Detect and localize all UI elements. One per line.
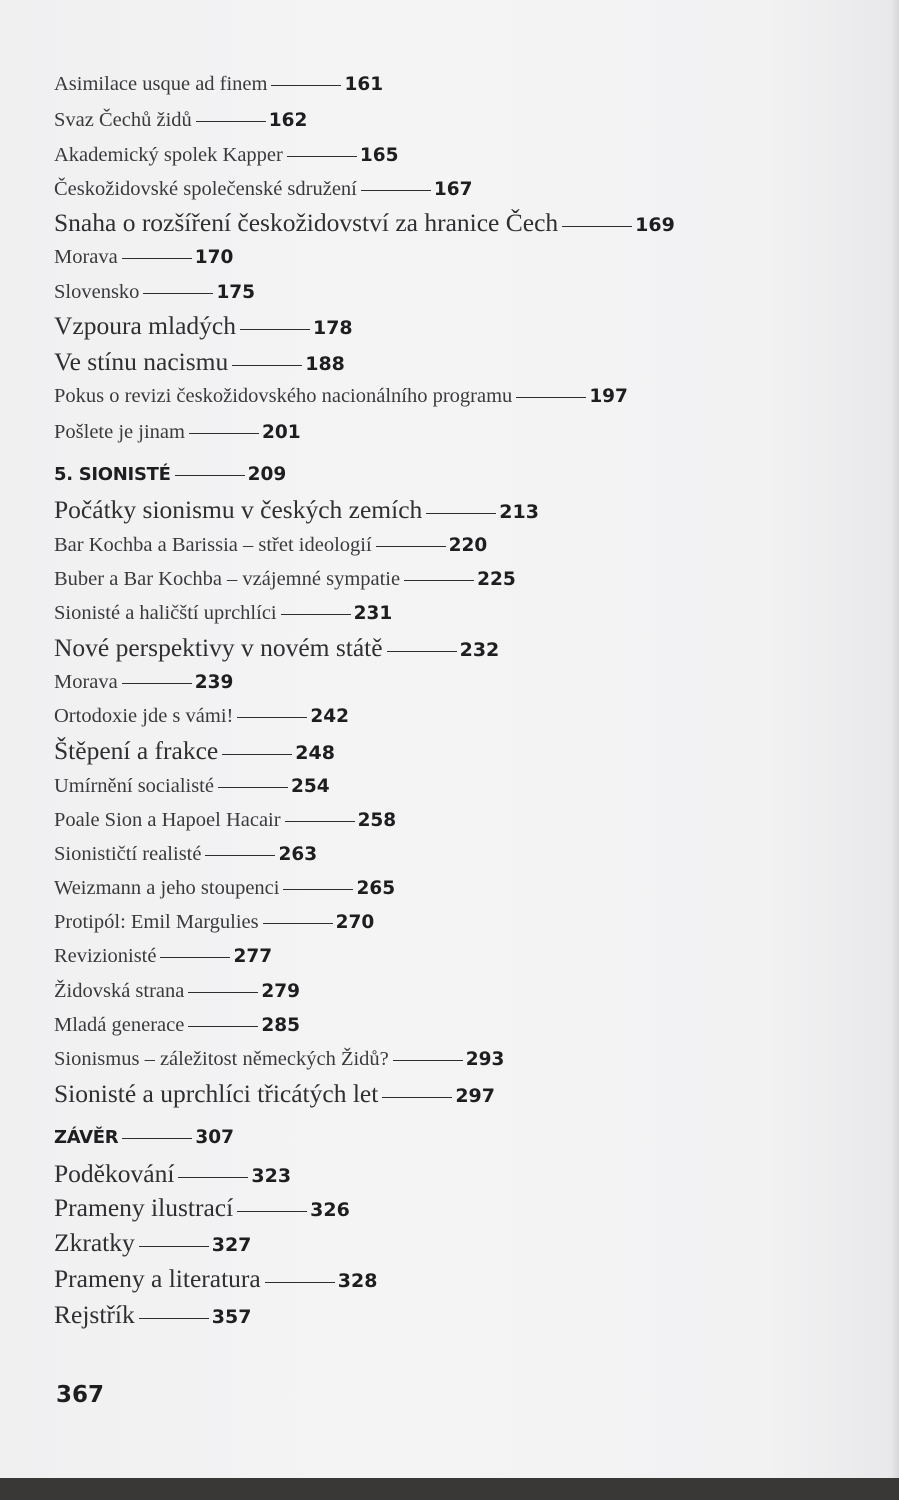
- toc-entry: [54, 843, 317, 866]
- toc-entry-title: Morava: [54, 671, 118, 693]
- toc-entry-title: 5. SIONISTÉ: [54, 464, 171, 485]
- toc-entry: [54, 568, 516, 591]
- toc-entry: [54, 602, 392, 625]
- toc-entry-page: 357: [211, 1306, 252, 1328]
- toc-entry-title: Mladá generace: [54, 1014, 185, 1036]
- toc-leader-line: [218, 787, 288, 788]
- toc-leader-line: [361, 190, 431, 191]
- toc-entry: [54, 775, 330, 798]
- toc-entry-page: 178: [312, 317, 353, 339]
- toc-leader-line: [387, 651, 457, 652]
- toc-entry-title: Svaz Čechů židů: [54, 109, 192, 131]
- toc-leader-line: [175, 475, 245, 476]
- toc-leader-line: [376, 546, 446, 547]
- toc-leader-line: [426, 513, 496, 514]
- toc-entry-page: 258: [357, 810, 397, 831]
- toc-leader-line: [178, 1177, 248, 1178]
- toc-leader-line: [287, 156, 357, 157]
- toc-entry-page: 254: [290, 776, 330, 797]
- toc-entry-title: Ortodoxie jde s vámi!: [54, 705, 234, 727]
- toc-entry: [54, 178, 473, 201]
- toc-leader-line: [160, 957, 230, 958]
- toc-entry: [54, 421, 301, 444]
- toc-entry: [54, 633, 499, 663]
- toc-entry-page: 162: [268, 110, 308, 131]
- toc-entry-page: 277: [233, 946, 273, 967]
- toc-entry-title: Weizmann a jeho stoupenci: [54, 877, 280, 899]
- toc-entry: [54, 73, 383, 96]
- toc-entry-title: Vzpoura mladých: [54, 311, 236, 340]
- toc-entry-title: Pošlete je jinam: [54, 421, 185, 443]
- toc-entry-title: Sionisté a uprchlíci třicátých let: [54, 1079, 379, 1108]
- toc-entry: [54, 1193, 350, 1223]
- toc-entry-page: 326: [310, 1199, 350, 1221]
- toc-entry-title: ZÁVĚR: [54, 1127, 119, 1148]
- toc-entry: [54, 671, 233, 694]
- toc-leader-line: [562, 226, 632, 227]
- toc-entry-title: Morava: [54, 246, 118, 268]
- toc-entry-title: Nové perspektivy v novém státě: [54, 633, 383, 662]
- toc-entry-page: 265: [356, 878, 396, 899]
- toc-entry: [54, 705, 349, 728]
- toc-entry: [54, 911, 374, 934]
- toc-leader-line: [139, 1318, 209, 1319]
- toc-entry-page: 170: [194, 247, 234, 268]
- toc-entry-title: Revizionisté: [54, 945, 157, 967]
- toc-entry-page: 270: [335, 912, 375, 933]
- page-edge-shadow: [891, 0, 899, 1478]
- toc-entry-page: 263: [278, 844, 318, 865]
- toc-leader-line: [122, 1138, 192, 1139]
- toc-entry: [54, 1159, 291, 1189]
- toc-entry-title: Poale Sion a Hapoel Hacair: [54, 809, 281, 831]
- toc-entry-title: Prameny a literatura: [54, 1264, 261, 1293]
- toc-entry-title: Prameny ilustrací: [54, 1193, 234, 1222]
- toc-leader-line: [263, 923, 333, 924]
- toc-leader-line: [188, 1026, 258, 1027]
- toc-entry-title: Počátky sionismu v českých zemích: [54, 495, 423, 524]
- toc-leader-line: [188, 992, 258, 993]
- toc-entry-page: 293: [465, 1049, 505, 1070]
- toc-entry: [54, 980, 300, 1003]
- toc-entry: [54, 1127, 234, 1148]
- toc-leader-line: [285, 821, 355, 822]
- toc-entry-title: Bar Kochba a Barissia – střet ideologií: [54, 534, 372, 556]
- toc-leader-line: [283, 889, 353, 890]
- toc-entry-page: 279: [261, 981, 300, 1002]
- toc-entry-title: Zkratky: [54, 1228, 135, 1257]
- toc-entry: [54, 1228, 251, 1258]
- toc-entry-page: 225: [477, 569, 516, 590]
- toc-entry-title: Slovensko: [54, 281, 140, 303]
- toc-entry-page: 209: [247, 464, 287, 485]
- page-number: 367: [56, 1382, 105, 1408]
- toc-entry-page: 323: [251, 1165, 292, 1187]
- toc-leader-line: [122, 258, 192, 259]
- toc-entry-title: Ve stínu nacismu: [54, 347, 229, 376]
- toc-entry-page: 169: [635, 214, 675, 236]
- toc-entry-title: Protipól: Emil Margulies: [54, 911, 259, 933]
- toc-entry: [54, 1079, 495, 1109]
- toc-entry-title: Rejstřík: [54, 1300, 135, 1329]
- toc-entry-title: Sionisté a haličští uprchlíci: [54, 602, 277, 624]
- toc-entry: [54, 534, 487, 557]
- toc-entry: [54, 736, 335, 766]
- toc-entry-page: 248: [295, 742, 335, 764]
- toc-leader-line: [404, 580, 474, 581]
- toc-leader-line: [382, 1097, 452, 1098]
- toc-leader-line: [516, 397, 586, 398]
- toc-entry: [54, 464, 286, 485]
- toc-entry-title: Akademický spolek Kapper: [54, 144, 283, 166]
- toc-entry-page: 161: [344, 74, 384, 95]
- toc-leader-line: [189, 433, 259, 434]
- toc-entry: [54, 208, 675, 238]
- toc-entry: [54, 945, 272, 968]
- toc-leader-line: [265, 1282, 335, 1283]
- toc-entry: [54, 1264, 377, 1294]
- toc-entry-page: 307: [195, 1127, 234, 1148]
- toc-entry: [54, 1048, 504, 1071]
- toc-entry-title: Asimilace usque ad finem: [54, 73, 268, 95]
- toc-entry-page: 328: [337, 1270, 378, 1292]
- toc-entry-page: 167: [433, 179, 473, 200]
- toc-entry-title: Štěpení a frakce: [54, 736, 219, 765]
- toc-entry: [54, 809, 396, 832]
- toc-leader-line: [271, 85, 341, 86]
- toc-leader-line: [393, 1060, 463, 1061]
- toc-entry-page: 220: [448, 535, 488, 556]
- toc-entry: [54, 1014, 300, 1037]
- toc-entry: [54, 877, 395, 900]
- toc-entry-title: Poděkování: [54, 1159, 175, 1188]
- toc-leader-line: [281, 614, 351, 615]
- toc-entry-page: 239: [194, 672, 234, 693]
- toc-entry: [54, 385, 628, 408]
- toc-leader-line: [139, 1246, 209, 1247]
- toc-entry: [54, 144, 398, 167]
- toc-leader-line: [222, 754, 292, 755]
- toc-entry-page: 201: [261, 422, 301, 443]
- toc-entry-title: Sionističtí realisté: [54, 843, 202, 865]
- toc-entry: [54, 347, 345, 377]
- toc-entry-page: 231: [353, 603, 393, 624]
- toc-entry: [54, 281, 255, 304]
- toc-entry-page: 197: [589, 386, 628, 407]
- toc-leader-line: [143, 293, 213, 294]
- toc-entry: [54, 246, 233, 269]
- toc-entry: [54, 495, 539, 525]
- toc-leader-line: [232, 365, 302, 366]
- toc-leader-line: [205, 855, 275, 856]
- toc-entry-title: Buber a Bar Kochba – vzájemné sympatie: [54, 568, 401, 590]
- toc-entry-page: 327: [211, 1234, 252, 1256]
- toc-entry: [54, 109, 307, 132]
- toc-entry-page: 242: [310, 706, 349, 727]
- toc-entry-page: 232: [459, 639, 500, 661]
- toc-entry: [54, 311, 353, 341]
- toc-entry-title: Sionismus – záležitost německých Židů?: [54, 1048, 389, 1070]
- toc-leader-line: [237, 717, 307, 718]
- toc-entry-page: 285: [261, 1015, 300, 1036]
- toc-leader-line: [237, 1211, 307, 1212]
- toc-entry-page: 213: [499, 501, 539, 523]
- toc-entry-title: Židovská strana: [54, 980, 185, 1002]
- toc-entry: [54, 1300, 251, 1330]
- toc-leader-line: [240, 329, 310, 330]
- toc-entry-title: Umírnění socialisté: [54, 775, 214, 797]
- toc-entry-title: Českožidovské společenské sdružení: [54, 178, 357, 200]
- toc-entry-title: Pokus o revizi českožidovského nacionálního programu: [54, 385, 513, 407]
- toc-entry-page: 165: [359, 145, 399, 166]
- toc-entry-page: 175: [216, 282, 256, 303]
- toc-leader-line: [122, 683, 192, 684]
- toc-entry-page: 188: [305, 353, 345, 375]
- toc-entry-page: 297: [455, 1085, 495, 1107]
- toc-entry-title: Snaha o rozšíření českožidovství za hranice Čech: [54, 208, 559, 237]
- toc-leader-line: [196, 121, 266, 122]
